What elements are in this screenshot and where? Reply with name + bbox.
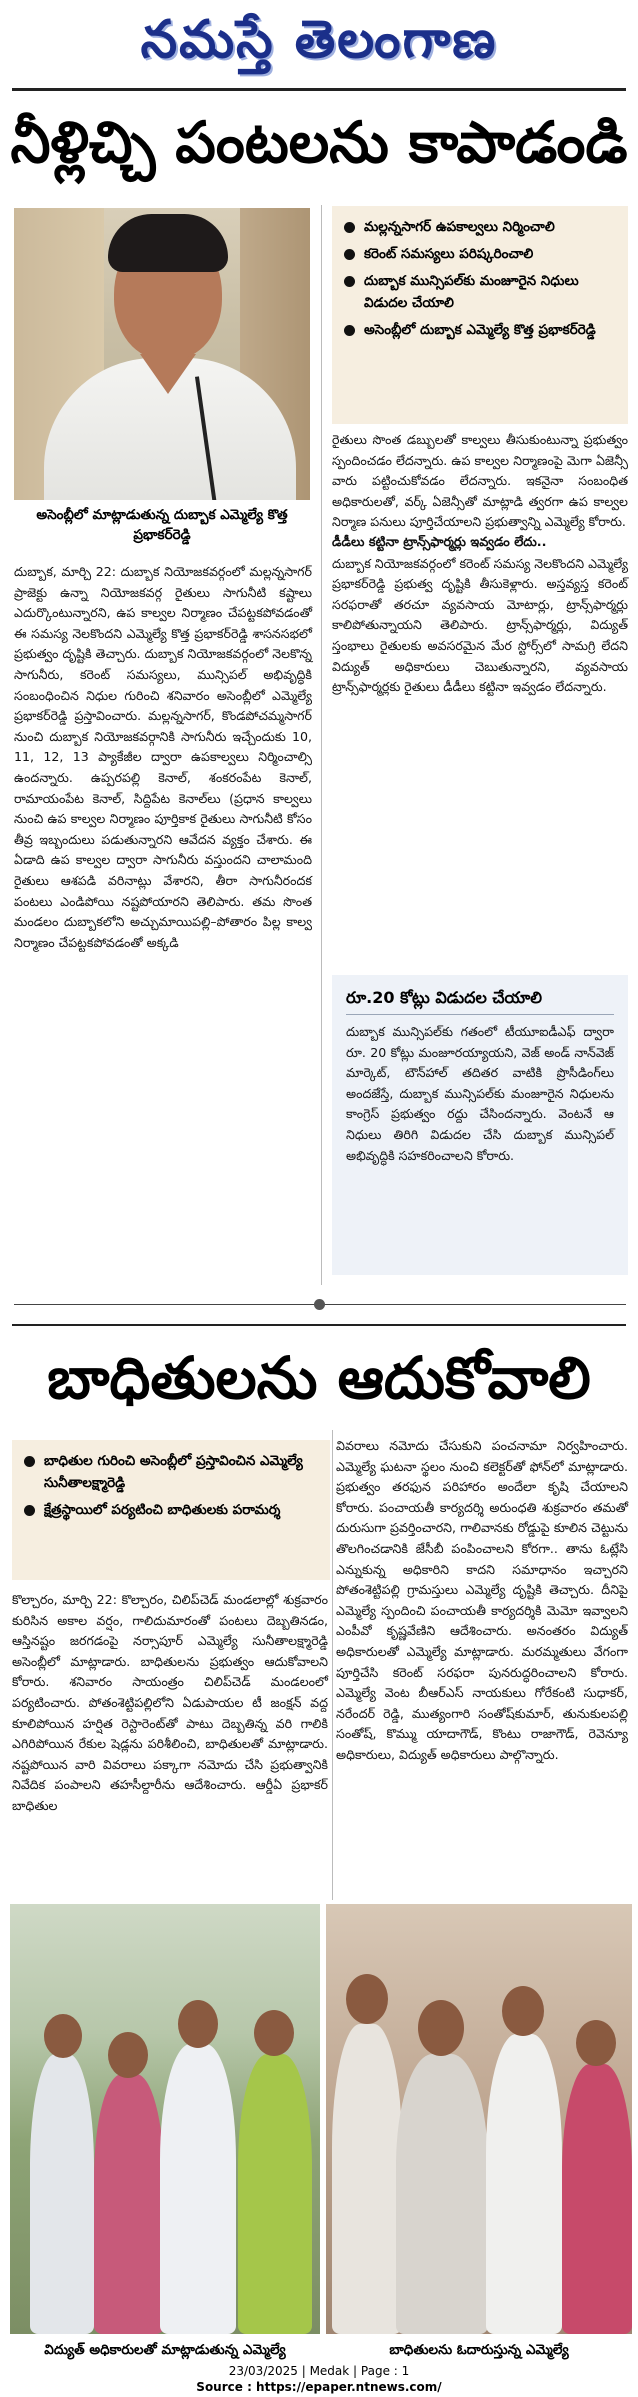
highlight-item: అసెంబ్లీలో దుబ్బాక ఎమ్మెల్యే కొత్త ప్రభాకర్‌రెడ్డి [344,319,616,341]
highlight-item: క్షేత్రస్థాయిలో పర్యటించి బాధితులకు పరామర్శ [24,1499,320,1521]
highlight-item: దుబ్బాక మున్సిపల్‌కు మంజూరైన నిధులు విడుదల చేయాలి [344,270,616,314]
field-visit-photo [10,1904,320,2334]
story2-top-rule [12,1324,626,1326]
story1-headline: నీళ్లిచ్చి పంటలను కాపాడండి [10,110,628,176]
funds-panel-text: దుబ్బాక మున్సిపల్‌కు గతంలో టీయూఐడీఎఫ్‌ ద్వారా రూ. 20 కోట్లు మంజూరయ్యాయని, వెజ్‌ అండ్‌ నాన్‌వెజ్‌ మార్కెట్‌, టౌన్‌హాల్‌ తదితర వాటికి ప్రొసీడింగ్‌లు అందజేస్తే, దుబ్బాక మున్సిపల్‌కు మంజూరైన నిధులను కాంగ్రెస్‌ ప్రభుత్వం రద్దు చేసిందన్నారు. వెంటనే ఆ నిధులు తిరిగి విడుదల చేసి దుబ్బాక మున్సిపల్‌ అభివృద్ధికి సహకరించాలని కోరారు. [346,1024,614,1163]
masthead [0,6,638,74]
highlight-item: బాధితుల గురించి అసెంబ్లీలో ప్రస్తావించిన ఎమ్మెల్యే సునీతాలక్ష్మారెడ్డి [24,1450,320,1494]
consoling-victims-photo [326,1904,632,2334]
story1-col2-text-a: రైతులు సొంత డబ్బులతో కాల్వలు తీసుకుంటున్నా ప్రభుత్వం స్పందించడం లేదన్నారు. ఉప కాల్వల నిర్మాణంపై మెగా ఏజెన్సీ వారు పట్టించుకోవడం లేదన్నారు. ఇకనైనా సంబంధిత అధికారులతో, వర్క్‌ ఏజెన్సీతో మాట్లాడి త్వరగా ఉప కాల్వల నిర్మాణ పనులు పూర్తిచేయాలని ప్రభుత్వాన్ని ఎమ్మెల్యే కోరారు. [332,432,628,530]
story1-col2-subhead: డీడీలు కట్టినా ట్రాన్స్‌ఫార్మర్లు ఇవ్వడం లేదు.. [332,534,547,550]
footer-date: 23/03/2025 | Medak | Page : 1 [228,2364,410,2378]
story2-headline: బాధితులను ఆదుకోవాలి [47,1344,591,1412]
story-divider-dot [314,1299,325,1310]
story2-column-1 [12,1590,328,1817]
column-separator [321,205,322,1285]
story1-highlights [332,206,628,424]
story2-highlights [12,1440,330,1580]
masthead-rule [12,88,626,91]
highlight-item: కరెంట్‌ సమస్యలు పరిష్కరించాలి [344,243,616,265]
column-separator [332,1430,333,1900]
story2-photo1-caption: విద్యుత్‌ అధికారులతో మాట్లాడుతున్న ఎమ్మెల్యే [44,2342,286,2358]
story2-col2-text: వివరాలు నమోదు చేసుకుని పంచనామా నిర్వహించారు. ఎమ్మెల్యే ఘటనా స్థలం నుంచి కలెక్టర్‌తో ఫోన్‌లో మాట్లాడారు. ప్రభుత్వం తరఫున పరిహారం అందేలా కృషి చేయాలని కోరారు. పంచాయతీ కార్యదర్శి అరుంధతి శుక్రవారం తమతో దురుసుగా ప్రవర్తించారని, గాలివానకు రోడ్డుపై కూలిన చెట్టును తొలగించడానికి జేసీబీ పంపించాలని కోరగా.. తాను ఓట్లేసి ఎన్నుకున్న అధికారిని కాదని సమాధానం ఇచ్చారని పోతంశెట్టిపల్లి గ్రామస్తులు ఎమ్మెల్యే దృష్టికి తెచ్చారు. దీనిపై ఎమ్మెల్యే స్పందించి పంచాయతీ కార్యదర్శికి మెమో ఇవ్వాలని ఎంపీవో కృష్ణవేణిని ఆదేశించారు. అనంతరం విద్యుత్‌ అధికారులతో ఎమ్మెల్యే మాట్లాడారు. మరమ్మతులు వేగంగా పూర్తిచేసి కరెంట్‌ సరఫరా పునరుద్ధరించాలని కోరారు. ఎమ్మెల్యే వెంట బీఆర్‌ఎస్‌ నాయకులు గోరేకంటి సుధాకర్‌, నరేందర్‌ రెడ్డి, ముత్యంగారి సంతోష్‌కుమార్‌, తునుకులపల్లి సంతోష్‌, కొమ్ము యాదాగౌడ్‌, కొంటు రాజాగౌడ్‌, రెవెన్యూ అధికారులు, విద్యుత్‌ అధికారులు పాల్గొన్నారు. [336,1438,628,1762]
footer-source[interactable]: Source : https://epaper.ntnews.com/ [196,2380,442,2394]
funds-panel-title: రూ.20 కోట్లు విడుదల చేయాలి [346,988,542,1007]
story1-col1-text: దుబ్బాక, మార్చి 22: దుబ్బాక నియోజకవర్గంలో మల్లన్నసాగర్‌ ప్రాజెక్టు ఉన్నా నియోజకవర్గ రైతులు సాగునీటి కష్టాలు ఎదుర్కొంటున్నారని, ఉప కాల్వల నిర్మాణం చేపట్టకపోవడంతో ఈ సమస్య నెలకొందని ఎమ్మెల్యే కొత్త ప్రభాకర్‌రెడ్డి శాసనసభలో ప్రభుత్వం దృష్టికి తెచ్చారు. దుబ్బాక నియోజకవర్గంలో నెలకొన్న సాగునీరు, కరెంట్‌ సమస్యలు, మున్సిపల్‌ అభివృద్ధికి సంబంధించిన నిధుల గురించి శనివారం అసెంబ్లీలో ఎమ్మెల్యే ప్రభాకర్‌రెడ్డి ప్రస్తావించారు. మల్లన్నసాగర్‌, కొండపోచమ్మసాగర్‌ నుంచి దుబ్బాక నియోజకవర్గానికి సాగునీరు ఇచ్చేందుకు 10, 11, 12, 13 ప్యాకేజీల ద్వారా ఉపకాల్వలు నిర్మించాల్సి ఉందన్నారు. ఉప్పరపల్లి కెనాల్‌, శంకరంపేట కెనాల్‌, రామాయంపేట కెనాల్‌, సిద్దిపేట కెనాల్‌లు (ప్రధాన కాల్వలు నుంచి ఉప కాల్వల నిర్మాణం పూర్తికాక రైతులు సాగునీటి కోసం తీవ్ర ఇబ్బందులు పడుతున్నారని ఆవేదన వ్యక్తం చేశారు. ఈ ఏడాది ఉప కాల్వల ద్వారా సాగునీరు వస్తుందని చాలామంది రైతులు ఆశపడి వరినాట్లు వేశారని, తీరా సాగునీరందక పంటలు ఎండిపోయి నష్టపోయారని తెలిపారు. తమ సొంత మండలం దుబ్బాకలోని అచ్చుమాయిపల్లి–పోతారం పిల్ల కాల్వ నిర్మాణం చేపట్టకపోవడంతో అక్కడి [14,564,312,950]
mla-speaking-photo [14,208,310,500]
story2-column-2 [336,1436,628,1766]
masthead-title: నమస్తే తెలంగాణ [140,9,498,70]
story2-photo2-caption: బాధితులను ఓదారుస్తున్న ఎమ్మెల్యే [389,2342,569,2358]
highlight-item: మల్లన్నసాగర్‌ ఉపకాల్వలు నిర్మించాలి [344,216,616,238]
story1-photo-caption: అసెంబ్లీలో మాట్లాడుతున్న దుబ్బాక ఎమ్మెల్యే కొత్త ప్రభాకర్‌రెడ్డి [36,507,288,543]
funds-panel-rule [346,1014,614,1015]
funds-panel-body [346,1022,614,1166]
story1-column-2 [332,430,628,698]
story1-col2-text-b: దుబ్బాక నియోజకవర్గంలో కరెంట్‌ సమస్య నెలకొందని ఎమ్మెల్యే ప్రభాకర్‌రెడ్డి ప్రభుత్వ దృష్టికి తీసుకెళ్లారు. అస్తవ్యస్త కరెంట్‌ సరఫరాతో తరచూ వ్యవసాయ మోటార్లు, ట్రాన్స్‌ఫార్మర్లు కాలిపోతున్నాయని తెలిపారు. ట్రాన్స్‌ఫార్మర్లు, విద్యుత్‌ స్తంభాలు రైతులకు అవసరమైన మేర స్టోర్స్‌లో సామగ్రి లేదని విద్యుత్‌ అధికారులు చెబుతున్నారని, వ్యవసాయ ట్రాన్స్‌ఫార్మర్లకు రైతులు డీడీలు కట్టినా ఇవ్వడం లేదన్నారు. [332,555,628,695]
story1-column-1 [14,562,312,953]
story2-col1-text: కొల్చారం, మార్చి 22: కొల్చారం, చిలిప్‌చెడ్‌ మండలాల్లో శుక్రవారం కురిసిన అకాల వర్షం, గాలిదుమారంతో పంటలు దెబ్బతినడం, ఆస్తినష్టం జరగడంపై నర్సాపూర్‌ ఎమ్మెల్యే సునీతాలక్ష్మారెడ్డి అసెంబ్లీలో మాట్లాడారు. బాధితులను ప్రభుత్వం ఆదుకోవాలని కోరారు. శనివారం సాయంత్రం చిలిప్‌చెడ్‌ మండలంలో పర్యటించారు. పోతంశెట్టిపల్లిలోని ఏడుపాయల టీ జంక్షన్‌ వద్ద కూలిపోయిన హర్షిత రెస్టారెంట్‌తో పాటు దెబ్బతిన్న వరి గాలికి ఎగిరిపోయిన రేకుల షెడ్లను పరిశీలించి, బాధితులతో మాట్లాడారు. నష్టపోయిన వారి వివరాలు పక్కాగా నమోదు చేసి ప్రభుత్వానికి నివేదిక పంపాలని తహసీల్దారీను ఆదేశించారు. ఆర్డీఏ ప్రభాకర్‌ బాధితుల [12,1592,328,1813]
